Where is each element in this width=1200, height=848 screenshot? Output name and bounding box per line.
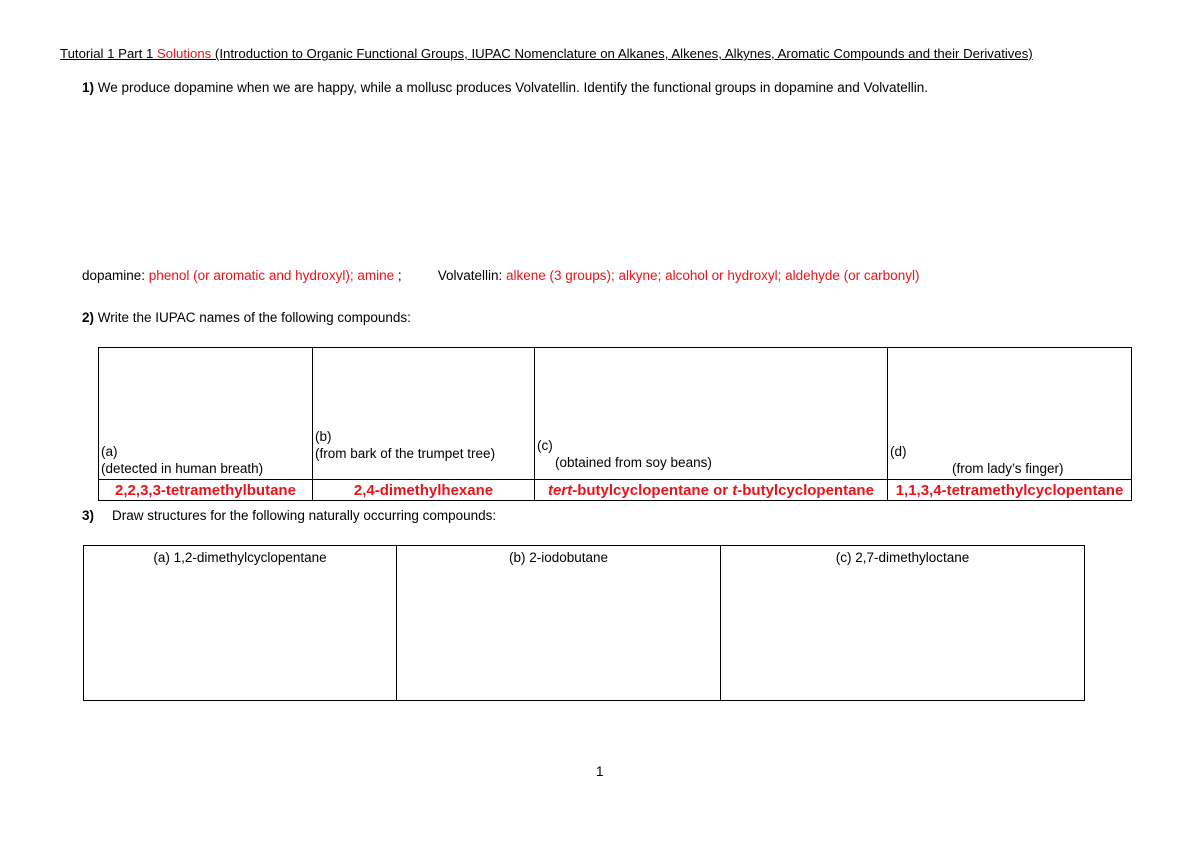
question-3-number: 3) <box>82 508 95 523</box>
compound-cell-a <box>99 348 313 480</box>
draw-structures-table <box>83 545 1085 701</box>
compound-source: (from bark of the trumpet tree) <box>315 446 496 461</box>
table-row <box>84 546 1085 701</box>
answer-1 <box>82 268 919 283</box>
question-2-number: 2) <box>82 310 95 325</box>
answer-cell-d: 1,1,3,4-tetramethylcyclopentane <box>888 480 1132 501</box>
answer-part: -butylcyclopentane or <box>572 481 733 499</box>
structure-cell-b <box>397 546 721 701</box>
structure-label: (c) 2,7-dimethyloctane <box>835 550 970 565</box>
document-title <box>60 46 1033 61</box>
structure-label: (b) 2-iodobutane <box>508 550 609 565</box>
dopamine-label: dopamine: <box>82 268 149 283</box>
question-1-text: We produce dopamine when we are happy, while a mollusc produces Volvatellin. Identify the functional groups in dopamine and Volvatellin. <box>94 80 929 95</box>
answer-italic-prefix: tert <box>548 481 573 499</box>
compound-source: (from lady’s finger) <box>952 461 1064 476</box>
answer-cell-b: 2,4-dimethylhexane <box>313 480 535 501</box>
structure-cell-a <box>84 546 397 701</box>
answer-cell-a: 2,2,3,3-tetramethylbutane <box>99 480 313 501</box>
compound-label: (c) <box>537 438 553 453</box>
compound-cell-d <box>888 348 1132 480</box>
compound-label: (d) <box>890 444 907 459</box>
table-row <box>99 348 1132 480</box>
question-3-text: Draw structures for the following naturally occurring compounds: <box>112 508 497 523</box>
title-rest: (Introduction to Organic Functional Groups, IUPAC Nomenclature on Alkanes, Alkenes, Alkynes, Aromatic Compounds and their Derivatives) <box>211 46 1033 61</box>
structure-label: (a) 1,2-dimethylcyclopentane <box>153 550 327 565</box>
compound-source: (obtained from soy beans) <box>555 455 712 470</box>
compound-label: (b) <box>315 429 332 444</box>
answer-italic-prefix: t <box>732 481 738 499</box>
question-3 <box>82 508 496 523</box>
iupac-names-table <box>98 347 1132 501</box>
title-solutions: Solutions <box>157 46 212 61</box>
table-row <box>99 480 1132 501</box>
compound-label: (a) <box>101 444 118 459</box>
answer-part: -butylcyclopentane <box>737 481 874 499</box>
title-lead: Tutorial 1 Part 1 <box>60 46 157 61</box>
volvatellin-answer: alkene (3 groups); alkyne; alcohol or hydroxyl; aldehyde (or carbonyl) <box>505 268 920 283</box>
question-2-text: Write the IUPAC names of the following compounds: <box>94 310 411 325</box>
question-1 <box>82 80 928 95</box>
page-number: 1 <box>596 764 604 779</box>
structure-cell-c <box>721 546 1085 701</box>
compound-cell-b <box>313 348 535 480</box>
dopamine-answer: phenol (or aromatic and hydroxyl); amine <box>148 268 395 283</box>
volvatellin-label: Volvatellin: <box>437 268 506 283</box>
answer-separator: ; <box>394 268 402 283</box>
question-2 <box>82 310 411 325</box>
compound-cell-c <box>535 348 888 480</box>
answer-cell-c <box>535 480 888 501</box>
compound-source: (detected in human breath) <box>101 461 264 476</box>
question-1-number: 1) <box>82 80 95 95</box>
